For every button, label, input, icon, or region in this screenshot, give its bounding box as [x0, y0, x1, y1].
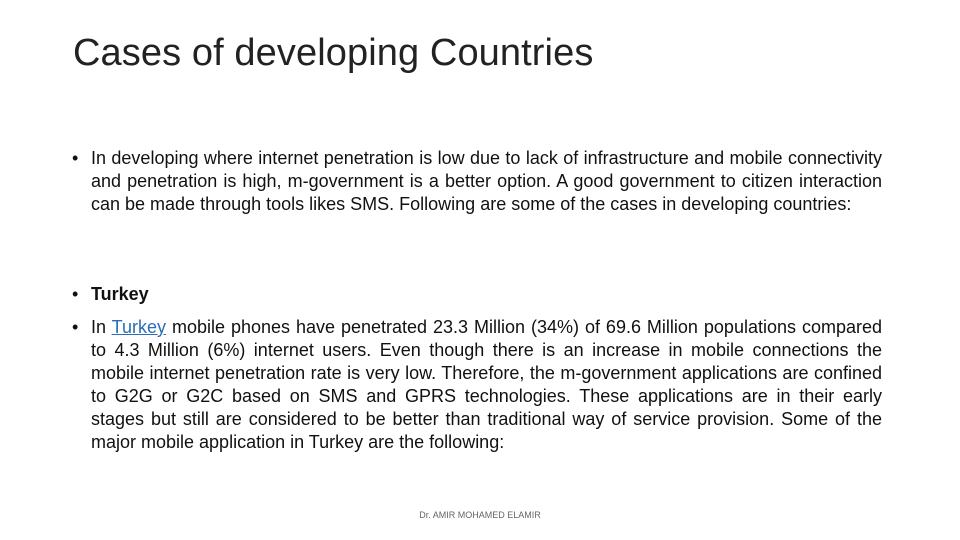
bullet-icon: •	[72, 317, 79, 337]
bullet-text: In developing where internet penetration is low due to lack of infrastructure and mobile connectivity and penetration is high, m-government is a better option. A good government to citizen interaction can be made through tools likes SMS. Following are some of the cases in developing countries:	[91, 148, 882, 214]
bullet-icon: •	[72, 284, 79, 304]
bullet-icon: •	[72, 148, 79, 168]
text-prefix: In	[91, 317, 112, 337]
turkey-link[interactable]: Turkey	[111, 317, 166, 337]
slide-footer: Dr. AMIR MOHAMED ELAMIR	[419, 510, 541, 520]
bullet-text	[91, 316, 882, 454]
bullet-item-intro	[72, 147, 882, 216]
bullet-heading: Turkey	[91, 284, 149, 304]
slide-title: Cases of developing Countries	[73, 32, 594, 74]
bullet-item-turkey-heading	[72, 283, 882, 306]
bullet-item-turkey-detail	[72, 316, 882, 454]
text-suffix: mobile phones have penetrated 23.3 Million (34%) of 69.6 Million populations compared to 4.3 Million (6%) internet users. Even though there is an increase in mobile connections the mobile internet penetration rate is very low. Therefore, the m-government applications are confined to G2G or G2C based on SMS and GPRS technologies. These applications are in their early stages but still are considered to be better than traditional way of service provision. Some of the major mobile application in Turkey are the following:	[91, 317, 882, 452]
